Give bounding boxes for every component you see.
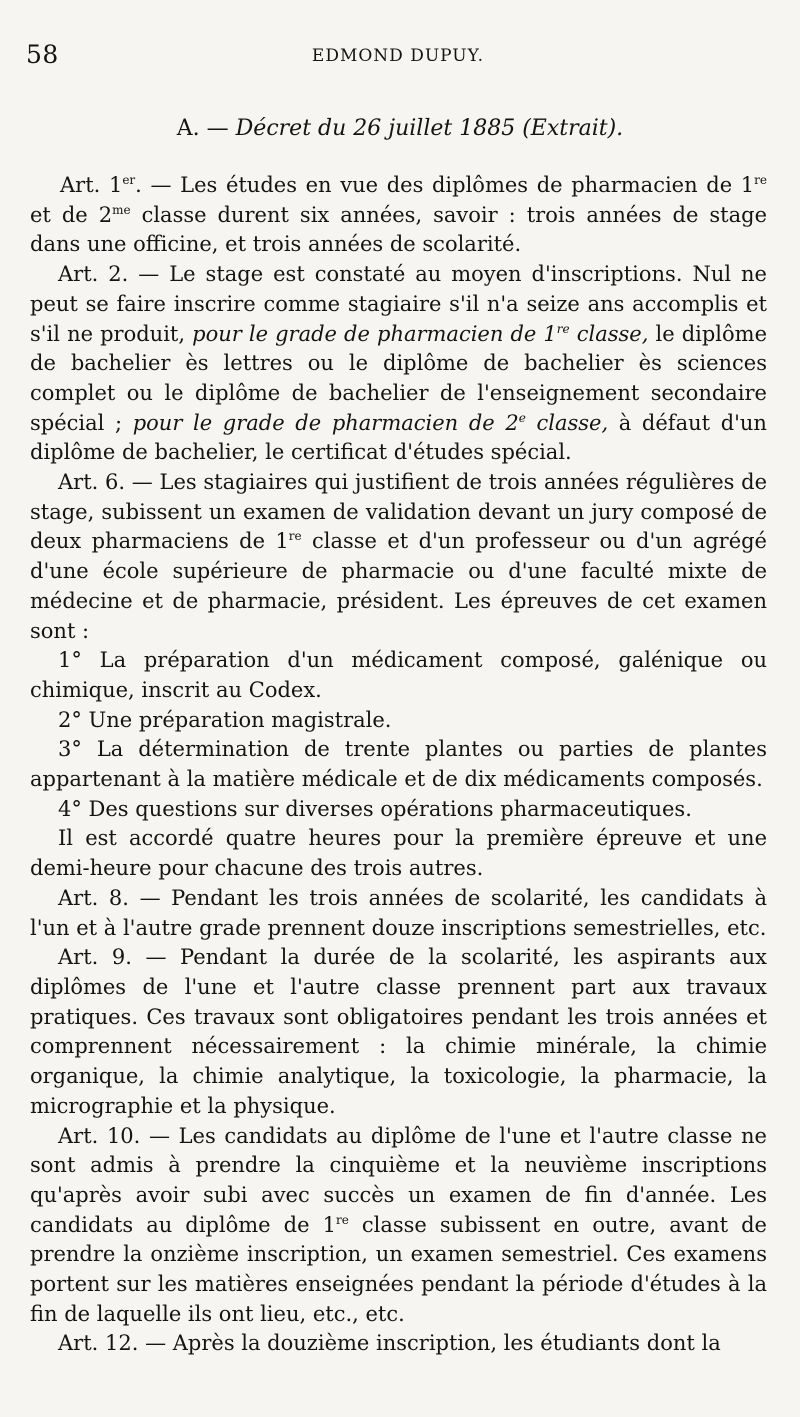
section-title	[0, 116, 800, 141]
article-6-item-2: 2° Une préparation magistrale.	[58, 707, 392, 732]
page-number: 58	[26, 40, 59, 69]
article-6-item-4: 4° Des questions sur diverses opérations pharmaceutiques.	[58, 796, 692, 821]
article-6: Art. 6. — Les stagiaires qui justifient de trois années régulières de stage, subissent un examen de validation devant un jury composé de deux pharmaciens de 1re classe et d'un professeur ou d'un agrégé d'une école supérieure de pharmacie ou d'une faculté mixte de médecine et de pharmacie, président. Les épreuves de cet examen sont :	[30, 470, 767, 643]
section-title-text: Décret du 26 juillet 1885	[235, 116, 516, 141]
section-prefix: A. —	[176, 116, 236, 141]
running-head: EDMOND DUPUY.	[311, 46, 485, 66]
body-text	[30, 171, 767, 1359]
page-header	[26, 40, 770, 72]
article-6-item-3: 3° La détermination de trente plantes ou parties de plantes appartenant à la matière médicale et de dix médicaments composés.	[30, 737, 767, 792]
section-suffix: (Extrait).	[515, 116, 624, 141]
article-12: Art. 12. — Après la douzième inscription, les étudiants dont la	[58, 1331, 721, 1356]
article-1: Art. 1er. — Les études en vue des diplômes de pharmacien de 1re et de $2^{me}$ classe durent six années, savoir : trois années de stage dans une officine, et trois années de scolarité.	[30, 173, 767, 257]
article-6-closing: Il est accordé quatre heures pour la première épreuve et une demi-heure pour chacune des trois autres.	[30, 826, 767, 881]
article-9: Art. 9. — Pendant la durée de la scolarité, les aspirants aux diplômes de l'une et l'autre classe prennent part aux travaux pratiques. Ces travaux sont obligatoires pendant les trois années et comprennent nécessairement : la chimie minérale, la chimie organique, la chimie analytique, la toxicologie, la pharmacie, la micrographie et la physique.	[30, 945, 767, 1118]
article-8: Art. 8. — Pendant les trois années de scolarité, les candidats à l'un et à l'autre grade prennent douze inscriptions semestrielles, etc.	[30, 885, 767, 940]
article-2: Art. 2. — Le stage est constaté au moyen d'inscriptions. Nul ne peut se faire inscrire comme stagiaire s'il n'a seize ans accomplis et s'il ne produit, pour le grade de pharmacien de 1re classe, le diplôme de bachelier ès lettres ou le diplôme de bachelier ès sciences complet ou le diplôme de bachelier de l'enseignement secondaire spécial ; pour le grade de pharmacien de 2e classe, à défaut d'un diplôme de bachelier, le certificat d'études spécial.	[30, 262, 768, 465]
article-10: Art. 10. — Les candidats au diplôme de l'une et l'autre classe ne sont admis à prendre la cinquième et la neuvième inscriptions qu'après avoir subi avec succès un examen de fin d'année. Les candidats au diplôme de 1re classe subissent en outre, avant de prendre la onzième inscription, un examen semestriel. Ces examens portent sur les matières enseignées pendant la période d'études à la fin de laquelle ils ont lieu, etc., etc.	[30, 1123, 767, 1326]
article-6-item-1: 1° La préparation d'un médicament composé, galénique ou chimique, inscrit au Codex.	[30, 648, 767, 702]
